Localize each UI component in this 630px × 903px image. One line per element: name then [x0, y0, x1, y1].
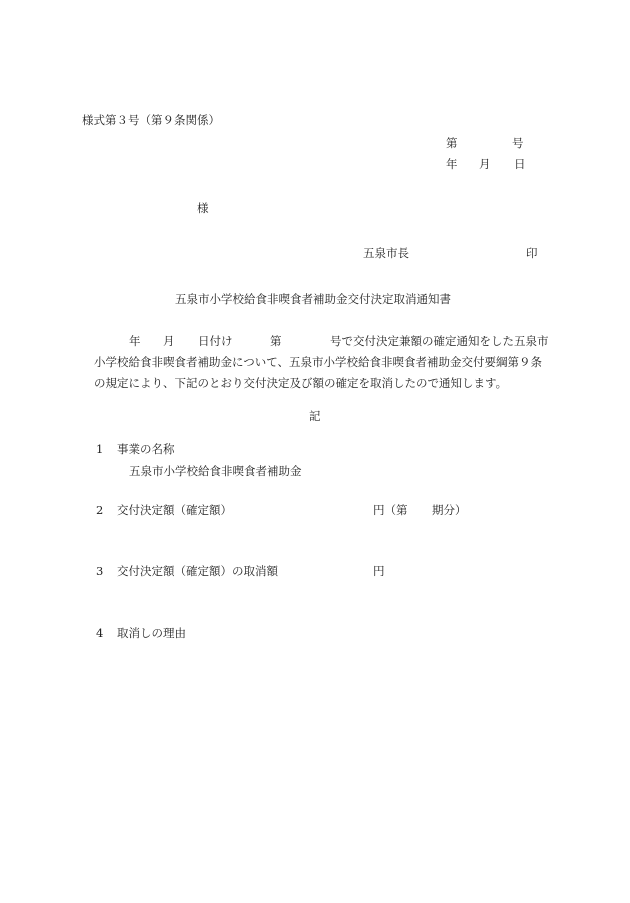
date-year-label: 年	[446, 157, 458, 171]
body-year: 年	[129, 334, 141, 348]
item-label: 交付決定額（確定額）の取消額	[117, 564, 278, 578]
item-label: 取消しの理由	[117, 626, 186, 640]
body-line3: の規定により、下記のとおり交付決定及び額の確定を取消したので通知します。	[94, 376, 508, 390]
form-label: 様式第３号（第９条関係）	[82, 113, 220, 127]
number-go-label: 号	[512, 136, 524, 150]
number-dai-label: 第	[446, 136, 458, 150]
item-number: 2	[96, 503, 104, 517]
date-day-label: 日	[514, 157, 526, 171]
item-suffix: 期分）	[432, 503, 467, 517]
sender-title: 五泉市長	[363, 246, 409, 260]
body-dai: 第	[270, 334, 282, 348]
body-line2: 小学校給食非喫食者補助金について、五泉市小学校給食非喫食者補助金交付要綱第９条	[94, 355, 543, 369]
addressee-honorific: 様	[197, 201, 209, 215]
seal-label: 印	[526, 246, 538, 260]
ki-label: 記	[309, 409, 321, 423]
item-number: 4	[96, 626, 104, 640]
document-title: 五泉市小学校給食非喫食者補助金交付決定取消通知書	[175, 292, 451, 306]
item-value: 五泉市小学校給食非喫食者補助金	[129, 464, 302, 478]
item-label: 交付決定額（確定額）	[117, 503, 232, 517]
body-line1-rest: 号で交付決定兼額の確定通知をした五泉市	[330, 334, 549, 348]
item-label: 事業の名称	[117, 442, 175, 456]
date-month-label: 月	[479, 157, 491, 171]
body-month: 月	[163, 334, 175, 348]
body-dated: 日付け	[198, 334, 233, 348]
item-number: 1	[96, 442, 104, 456]
item-unit: 円（第	[373, 503, 408, 517]
item-unit: 円	[373, 564, 385, 578]
item-number: 3	[96, 564, 104, 578]
